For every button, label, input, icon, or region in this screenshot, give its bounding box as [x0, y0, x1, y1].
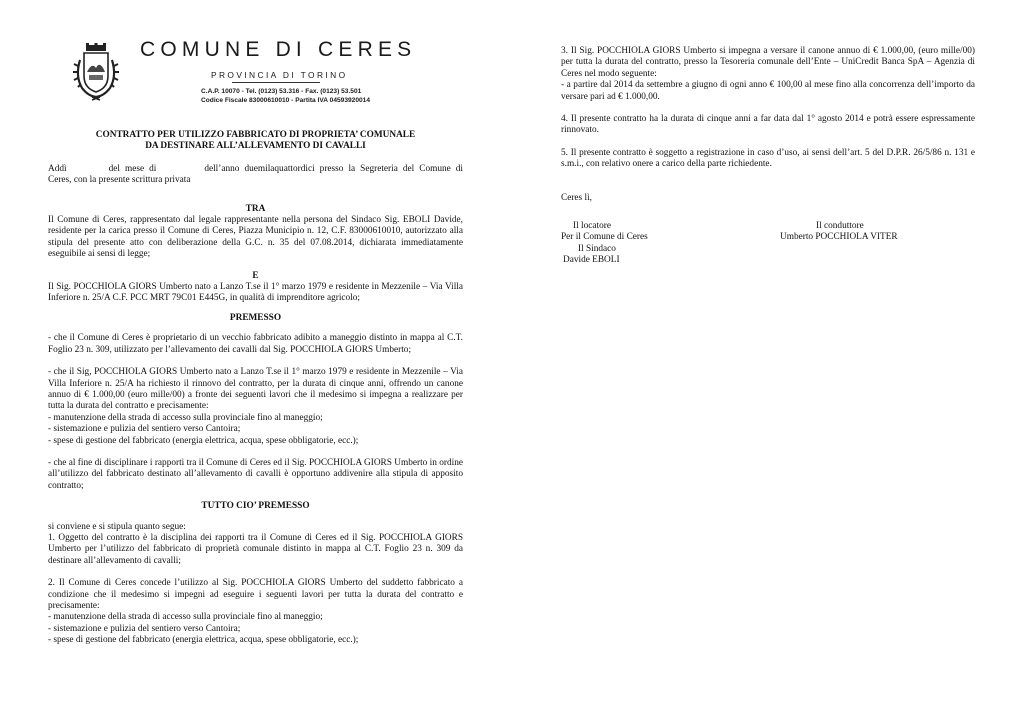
article-1: 1. Oggetto del contratto è la disciplina dei rapporti tra il Comune di Ceres ed il Sig. POCCHIOLA GIORS Umberto per l’utilizzo del fabbricato di proprietà comunale distinto in mappa al C.T. Foglio 23 n. 309 da destinare all’allevamento di cavalli;	[48, 532, 463, 566]
letterhead	[48, 40, 463, 108]
premesso-heading: PREMESSO	[229, 312, 282, 323]
municipality-name: COMUNE DI CERES	[140, 38, 417, 61]
list-item: - manutenzione della strada di accesso sulla provinciale fino al maneggio;	[48, 412, 323, 423]
contact-info	[201, 88, 370, 105]
right-column	[561, 46, 975, 269]
province-name: PROVINCIA DI TORINO	[211, 70, 348, 80]
e-heading: E	[252, 270, 259, 281]
article-5: 5. Il presente contratto è soggetto a registrazione in caso d’uso, ai sensi dell’art. 5 del D.P.R. 26/5/86 n. 131 e s.m.i., con relativo onere a carico della parte richiedente.	[561, 147, 975, 170]
fiscal-line: Codice Fiscale 83000610010 - Partita IVA 04593920014	[201, 96, 370, 104]
tra-paragraph: Il Comune di Ceres, rappresentato dal legale rappresentante nella persona del Sindaco Sig. EBOLI Davide, residente per la carica presso il Comune di Ceres, Piazza Municipio n. 12, C.F. 83000610010, autorizzato alla stipula del presente atto con deliberazione della G.C. n. 35 del 07.08.2014, dichiarata immediatamente eseguibile ai sensi di legge;	[48, 215, 463, 260]
sindaco-name: Davide EBOLI	[563, 255, 620, 266]
article-3: 3. Il Sig. POCCHIOLA GIORS Umberto si impegna a versare il canone annuo di € 1.000,00, (euro mille/00) per tutta la durata del contratto, presso la Tesoreria comunale dell’Ente – UniCredit Banca SpA – Agenzia di Ceres nel modo seguente:	[561, 46, 975, 79]
left-column	[48, 40, 463, 647]
article-4: 4. Il presente contratto ha la durata di cinque anni a far data dal 1° agosto 2014 e potrà essere espressamente rinnovato.	[561, 114, 975, 136]
list-item: - spese di gestione del fabbricato (energia elettrica, acqua, spese obbligatorie, ecc.);	[48, 635, 359, 646]
intro-paragraph	[48, 164, 463, 187]
per-comune-label: Per il Comune di Ceres	[561, 232, 648, 243]
signature-block	[561, 221, 975, 269]
intro-mese: del mese di	[108, 163, 157, 174]
header-divider	[232, 82, 320, 83]
contract-title	[48, 130, 463, 153]
article-3-payment: - a partire dal 2014 da settembre a giugno di ogni anno € 100,00 al mese fino alla concorrenza dell’importo da versare pari ad € 1.000,00.	[561, 80, 975, 102]
locatore-label: Il locatore	[573, 221, 611, 232]
place-date: Ceres lì,	[561, 192, 592, 203]
list-item: - sistemazione e pulizia del sentiero verso Cantoira;	[48, 623, 241, 634]
premesso-paragraph-2: - che il Sig, POCCHIOLA GIORS Umberto nato a Lanzo T.se il 1° marzo 1979 e residente in Mezzenile – Via Villa Inferiore n. 25/A ha richiesto il rinnovo del contratto, per la durata di cinque anni, offrendo un canone annuo di € 1.000,00 (euro mille/00) a fronte dei seguenti lavori che il medesimo si impegna a realizzare per tutta la durata del contratto e precisamente:	[48, 367, 463, 412]
sindaco-label: Il Sindaco	[578, 243, 616, 254]
stipula-intro: si conviene e si stipula quanto segue:	[48, 521, 186, 532]
municipal-crest-icon	[72, 42, 120, 102]
tra-heading: TRA	[245, 203, 266, 214]
intro-addi: Addì	[48, 163, 67, 174]
article-2: 2. Il Comune di Ceres concede l’utilizzo al Sig. POCCHIOLA GIORS Umberto del suddetto fabbricato a condizione che il medesimo si impegni ad eseguire i seguenti lavori per tutta la durata del contratto e precisamente:	[48, 578, 463, 611]
tutto-premesso-heading: TUTTO CIO’ PREMESSO	[201, 501, 310, 512]
conduttore-name: Umberto POCCHIOLA VITER	[780, 232, 898, 243]
contact-line: C.A.P. 10070 - Tel. (0123) 53.316 - Fax. (0123) 53.501	[201, 88, 362, 95]
list-item: - spese di gestione del fabbricato (energia elettrica, acqua, spese obbligatorie, ecc.);	[48, 435, 359, 446]
title-line-1: CONTRATTO PER UTILIZZO FABBRICATO DI PROPRIETA’ COMUNALE	[95, 130, 416, 140]
e-paragraph: Il Sig. POCCHIOLA GIORS Umberto nato a Lanzo T.se il 1° marzo 1979 e residente in Mezzenile – Via Villa Inferiore n. 25/A C.F. PCC MRT 79C01 E445G, in qualità di imprenditore agricolo;	[48, 282, 463, 304]
premesso-paragraph-1: - che il Comune di Ceres è proprietario di un vecchio fabbricato adibito a maneggio distinto in mappa al C.T. Foglio 23 n. 309, utilizzato per l’allevamento dei cavalli dal Sig. POCCHIOLA GIORS Umberto;	[48, 333, 463, 355]
title-line-2: DA DESTINARE ALL’ALLEVAMENTO DI CAVALLI	[145, 141, 366, 152]
conduttore-label: Il conduttore	[816, 221, 864, 232]
premesso-paragraph-3: - che al fine di disciplinare i rapporti tra il Comune di Ceres ed il Sig. POCCHIOLA GIORS Umberto in ordine all’utilizzo del fabbricato destinato all’allevamento di cavalli è opportuno addivenire alla stipula di apposito contratto;	[48, 457, 463, 491]
list-item: - sistemazione e pulizia del sentiero verso Cantoira;	[48, 424, 241, 435]
intro-rest: dell’anno duemilaquattordici presso la Segreteria del Comune di Ceres, con la presente scrittura privata	[48, 163, 463, 186]
list-item: - manutenzione della strada di accesso sulla provinciale fino al maneggio;	[48, 612, 323, 623]
